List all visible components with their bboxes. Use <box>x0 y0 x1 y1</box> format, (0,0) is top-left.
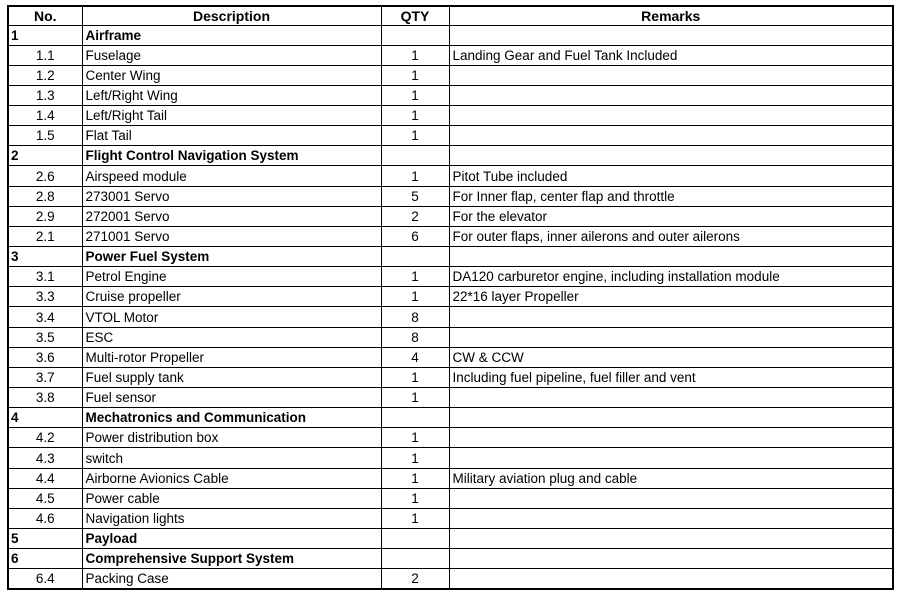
cell-qty <box>381 408 449 428</box>
table-row <box>8 488 893 508</box>
cell-no: 4 <box>8 408 82 428</box>
cell-qty: 1 <box>381 287 449 307</box>
cell-remarks: For Inner flap, center flap and throttle <box>449 186 893 206</box>
bom-sheet <box>7 5 894 590</box>
cell-no: 4.6 <box>8 508 82 528</box>
cell-description: 273001 Servo <box>82 186 381 206</box>
header-row <box>8 6 893 25</box>
cell-remarks <box>449 247 893 267</box>
cell-description: Multi-rotor Propeller <box>82 347 381 367</box>
cell-qty: 2 <box>381 206 449 226</box>
table-row <box>8 287 893 307</box>
cell-description: Fuselage <box>82 45 381 65</box>
table-row <box>8 186 893 206</box>
cell-no: 3.8 <box>8 388 82 408</box>
cell-remarks <box>449 448 893 468</box>
cell-remarks <box>449 549 893 569</box>
cell-qty: 1 <box>381 468 449 488</box>
cell-qty: 8 <box>381 327 449 347</box>
cell-remarks: 22*16 layer Propeller <box>449 287 893 307</box>
cell-remarks <box>449 569 893 589</box>
cell-no: 4.4 <box>8 468 82 488</box>
cell-description: Power distribution box <box>82 428 381 448</box>
table-row <box>8 267 893 287</box>
cell-description: Airspeed module <box>82 166 381 186</box>
cell-no: 3.7 <box>8 367 82 387</box>
cell-remarks: For outer flaps, inner ailerons and outer ailerons <box>449 226 893 246</box>
cell-description: Fuel sensor <box>82 388 381 408</box>
cell-no: 4.5 <box>8 488 82 508</box>
table-row <box>8 226 893 246</box>
cell-description: Navigation lights <box>82 508 381 528</box>
cell-remarks <box>449 146 893 166</box>
cell-description: Packing Case <box>82 569 381 589</box>
cell-remarks <box>449 508 893 528</box>
cell-remarks: Military aviation plug and cable <box>449 468 893 488</box>
cell-remarks <box>449 428 893 448</box>
column-header-remarks: Remarks <box>449 6 893 25</box>
table-row <box>8 307 893 327</box>
cell-qty: 1 <box>381 85 449 105</box>
cell-description: Flight Control Navigation System <box>82 146 381 166</box>
table-row <box>8 45 893 65</box>
cell-description: Mechatronics and Communication <box>82 408 381 428</box>
cell-remarks: Pitot Tube included <box>449 166 893 186</box>
cell-remarks <box>449 488 893 508</box>
table-row <box>8 327 893 347</box>
cell-remarks <box>449 126 893 146</box>
table-row <box>8 468 893 488</box>
cell-no: 1 <box>8 25 82 45</box>
cell-remarks <box>449 106 893 126</box>
cell-remarks <box>449 408 893 428</box>
section-row <box>8 549 893 569</box>
cell-qty: 1 <box>381 45 449 65</box>
cell-qty: 6 <box>381 226 449 246</box>
table-row <box>8 166 893 186</box>
cell-remarks <box>449 529 893 549</box>
table-row <box>8 85 893 105</box>
cell-description: Left/Right Tail <box>82 106 381 126</box>
cell-qty <box>381 549 449 569</box>
cell-no: 3 <box>8 247 82 267</box>
cell-no: 1.3 <box>8 85 82 105</box>
cell-qty <box>381 146 449 166</box>
cell-qty: 1 <box>381 428 449 448</box>
cell-description: Fuel supply tank <box>82 367 381 387</box>
cell-description: 271001 Servo <box>82 226 381 246</box>
cell-no: 3.4 <box>8 307 82 327</box>
cell-remarks: DA120 carburetor engine, including installation module <box>449 267 893 287</box>
cell-qty: 1 <box>381 388 449 408</box>
cell-remarks: Including fuel pipeline, fuel filler and vent <box>449 367 893 387</box>
column-header-qty: QTY <box>381 6 449 25</box>
section-row <box>8 146 893 166</box>
cell-description: Power cable <box>82 488 381 508</box>
bom-table <box>7 5 894 590</box>
cell-qty: 1 <box>381 106 449 126</box>
table-row <box>8 65 893 85</box>
table-row <box>8 388 893 408</box>
cell-qty: 1 <box>381 508 449 528</box>
table-row <box>8 508 893 528</box>
cell-no: 2.8 <box>8 186 82 206</box>
cell-qty: 1 <box>381 367 449 387</box>
cell-description: Airborne Avionics Cable <box>82 468 381 488</box>
cell-qty: 1 <box>381 488 449 508</box>
cell-no: 4.3 <box>8 448 82 468</box>
cell-qty: 1 <box>381 267 449 287</box>
cell-description: Flat Tail <box>82 126 381 146</box>
cell-remarks <box>449 307 893 327</box>
cell-qty: 1 <box>381 126 449 146</box>
table-body <box>8 25 893 589</box>
cell-no: 2.1 <box>8 226 82 246</box>
table-row <box>8 367 893 387</box>
column-header-description: Description <box>82 6 381 25</box>
cell-qty: 1 <box>381 166 449 186</box>
cell-no: 3.1 <box>8 267 82 287</box>
column-header-no: No. <box>8 6 82 25</box>
cell-qty: 1 <box>381 448 449 468</box>
cell-no: 1.2 <box>8 65 82 85</box>
cell-description: VTOL Motor <box>82 307 381 327</box>
cell-remarks <box>449 25 893 45</box>
cell-description: ESC <box>82 327 381 347</box>
cell-description: Airframe <box>82 25 381 45</box>
cell-qty <box>381 529 449 549</box>
cell-no: 1.1 <box>8 45 82 65</box>
table-row <box>8 206 893 226</box>
cell-qty <box>381 25 449 45</box>
cell-no: 6 <box>8 549 82 569</box>
cell-description: Petrol Engine <box>82 267 381 287</box>
cell-no: 4.2 <box>8 428 82 448</box>
section-row <box>8 529 893 549</box>
table-row <box>8 126 893 146</box>
cell-qty: 8 <box>381 307 449 327</box>
cell-remarks: CW & CCW <box>449 347 893 367</box>
cell-description: Center Wing <box>82 65 381 85</box>
cell-remarks <box>449 65 893 85</box>
table-row <box>8 569 893 589</box>
cell-qty: 1 <box>381 65 449 85</box>
cell-remarks: For the elevator <box>449 206 893 226</box>
cell-description: 272001 Servo <box>82 206 381 226</box>
cell-remarks <box>449 388 893 408</box>
cell-description: Comprehensive Support System <box>82 549 381 569</box>
cell-remarks: Landing Gear and Fuel Tank Included <box>449 45 893 65</box>
cell-no: 5 <box>8 529 82 549</box>
cell-no: 2 <box>8 146 82 166</box>
cell-no: 2.9 <box>8 206 82 226</box>
table-row <box>8 428 893 448</box>
cell-description: Left/Right Wing <box>82 85 381 105</box>
table-row <box>8 106 893 126</box>
cell-qty <box>381 247 449 267</box>
cell-no: 6.4 <box>8 569 82 589</box>
cell-no: 1.5 <box>8 126 82 146</box>
cell-description: Cruise propeller <box>82 287 381 307</box>
cell-qty: 2 <box>381 569 449 589</box>
cell-no: 3.6 <box>8 347 82 367</box>
cell-qty: 5 <box>381 186 449 206</box>
table-row <box>8 448 893 468</box>
section-row <box>8 408 893 428</box>
cell-description: Payload <box>82 529 381 549</box>
cell-no: 3.3 <box>8 287 82 307</box>
cell-no: 2.6 <box>8 166 82 186</box>
section-row <box>8 25 893 45</box>
table-row <box>8 347 893 367</box>
cell-no: 3.5 <box>8 327 82 347</box>
cell-remarks <box>449 327 893 347</box>
cell-qty: 4 <box>381 347 449 367</box>
section-row <box>8 247 893 267</box>
cell-remarks <box>449 85 893 105</box>
cell-description: switch <box>82 448 381 468</box>
cell-description: Power Fuel System <box>82 247 381 267</box>
cell-no: 1.4 <box>8 106 82 126</box>
